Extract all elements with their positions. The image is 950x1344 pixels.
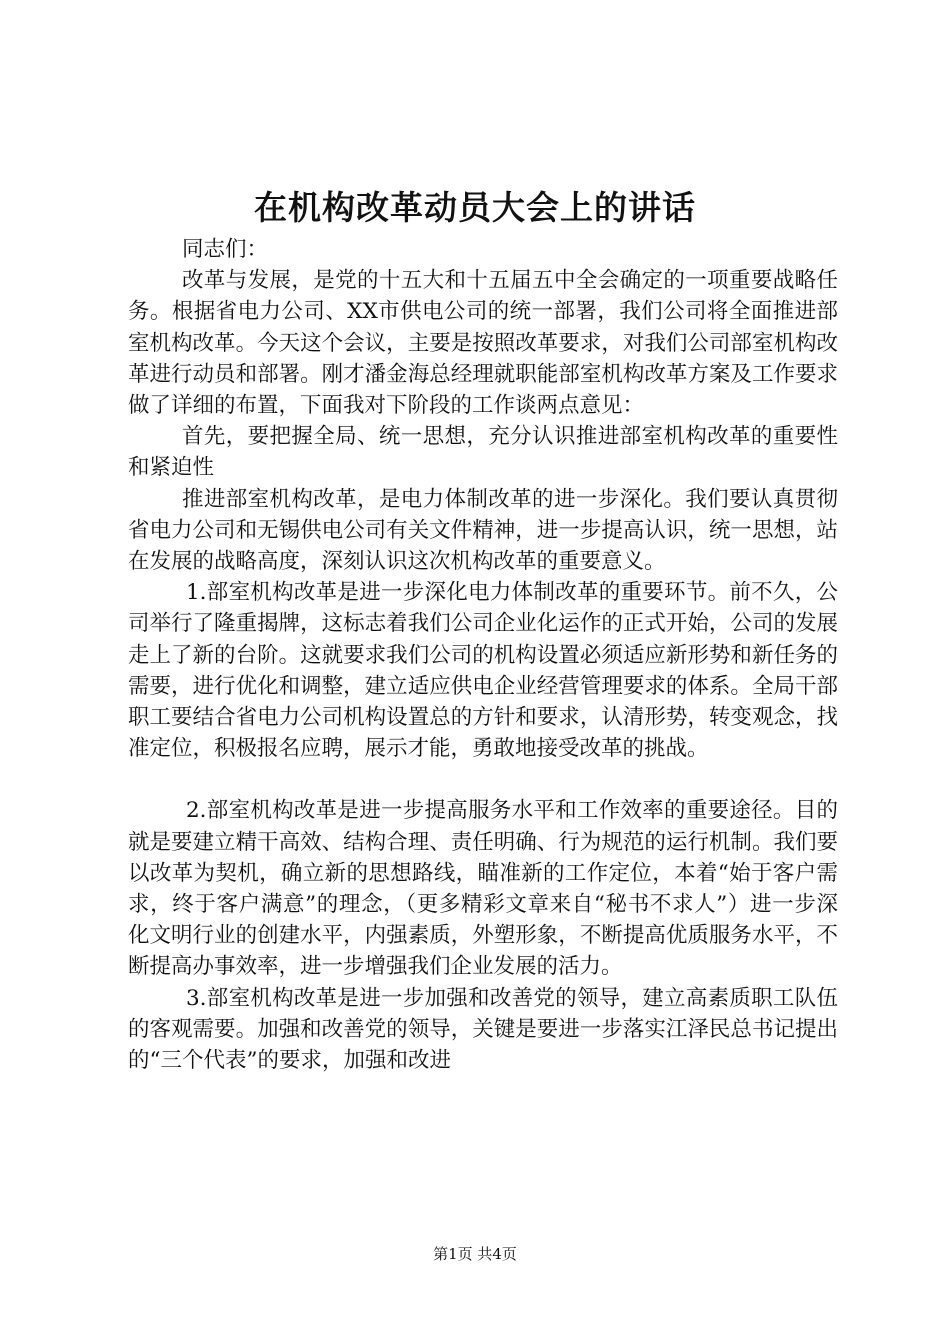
paragraph-point-2: 2.部室机构改革是进一步提高服务水平和工作效率的重要途径。目的就是要建立精干高效、结构合理、责任明确、行为规范的运行机制。我们要以改革为契机，确立新的思想路线，瞄准新的工作定位，本着“始于客户需求，终于客户满意”的理念，（更多精彩文章来自“秘书不求人”）进一步深化文明行业的创建水平，内强素质，外塑形象，不断提高优质服务水平，不断提高办事效率，进一步增强我们企业发展的活力。 xyxy=(128,798,838,980)
document-body xyxy=(128,234,838,1076)
paragraph: 改革与发展，是党的十五大和十五届五中全会确定的一项重要战略任务。根据省电力公司、XX市供电公司的统一部署，我们公司将全面推进部室机构改革。今天这个会议，主要是按照改革要求，对我们公司部室机构改革进行动员和部署。刚才潘金海总经理就职能部室机构改革方案及工作要求做了详细的布置，下面我对下阶段的工作谈两点意见： xyxy=(128,268,838,419)
salutation: 同志们： xyxy=(182,237,269,262)
paragraph-point-3: 3.部室机构改革是进一步加强和改善党的领导，建立高素质职工队伍的客观需要。加强和改善党的领导，关键是要进一步落实江泽民总书记提出的“三个代表”的要求，加强和改进 xyxy=(128,985,838,1074)
page-footer: 第1页 共4页 xyxy=(433,1245,517,1263)
document-title: 在机构改革动员大会上的讲话 xyxy=(254,188,696,227)
paragraph-spacer xyxy=(128,764,838,795)
paragraph-point-1: 1.部室机构改革是进一步深化电力体制改革的重要环节。前不久，公司举行了隆重揭牌，这标志着我们公司企业化运作的正式开始，公司的发展走上了新的台阶。这就要求我们公司的机构设置必须适应新形势和新任务的需要，进行优化和调整，建立适应供电企业经营管理要求的体系。全局干部职工要结合省电力公司机构设置总的方针和要求，认清形势，转变观念，找准定位，积极报名应聘，展示才能，勇敢地接受改革的挑战。 xyxy=(128,580,838,762)
paragraph-heading: 首先，要把握全局、统一思想，充分认识推进部室机构改革的重要性和紧迫性 xyxy=(128,424,838,481)
paragraph: 推进部室机构改革，是电力体制改革的进一步深化。我们要认真贯彻省电力公司和无锡供电公司有关文件精神，进一步提高认识，统一思想，站在发展的战略高度，深刻认识这次机构改革的重要意义。 xyxy=(128,486,838,575)
